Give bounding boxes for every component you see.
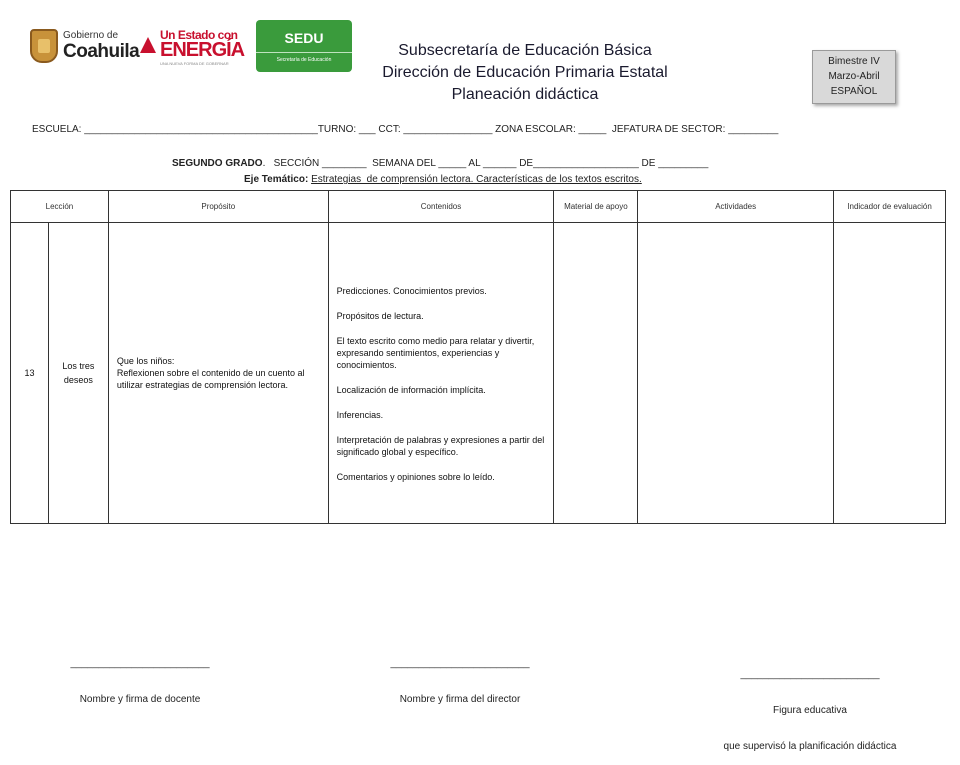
section-week-fields: . SECCIÓN ________ SEMANA DEL _____ AL ______ DE___________________ DE _________ [262,158,709,169]
content-item: Inferencias. [336,409,384,420]
header-indicador: Indicador de evaluación [834,191,946,223]
bimestre-badge [812,50,896,104]
supervisor-signature-label-1: Figura educativa [773,705,847,716]
school-info-line: ESCUELA: __________________________________________TURNO: ___ CCT: ________________ ZONA ESCOLAR: _____ JEFATURA DE SECTOR: _________ [32,124,779,135]
sedu-logo [256,20,352,72]
thematic-axis-value: Estrategias de comprensión lectora. Características de los textos escritos. [311,174,642,185]
grade-section-line [172,158,708,169]
content-item: Predicciones. Conocimientos previos. [336,285,487,296]
activities-cell [638,223,834,524]
sedu-logo-divider [256,52,352,53]
supervisor-signature-line: _________________________ [740,669,880,680]
grade-label: SEGUNDO GRADO [172,158,263,169]
sedu-logo-big-text: SEDU [284,30,324,46]
header-title-line-2: Dirección de Educación Primaria Estatal [382,64,668,81]
header-title-line-3: Planeación didáctica [451,86,599,103]
purpose-text: Reflexionen sobre el contenido de un cuento al utilizar estrategias de comprensión lectora. [116,368,305,390]
content-item: El texto escrito como medio para relatar y divertir, expresando sentimientos, experiencias y conocimientos. [336,335,535,370]
gobierno-logo-big-text: Coahuila [63,41,140,62]
content-item: Comentarios y opiniones sobre lo leído. [336,471,495,482]
director-signature [360,634,560,718]
energia-logo-big-text: ENERGÍA [160,39,245,61]
indicator-cell [834,223,946,524]
content-item: Localización de información implícita. [336,384,486,395]
coat-of-arms-icon [30,29,58,63]
purpose-intro: Que los niños: [116,356,175,366]
header-actividades: Actividades [638,191,834,223]
energia-logo-small-text: Un Estado con [160,28,238,42]
contents-cell [328,223,554,524]
header-contenidos: Contenidos [328,191,554,223]
energia-mark-icon [140,37,156,53]
header-leccion: Lección [11,191,109,223]
lesson-name-line-1: Los tres [62,361,95,371]
content-item: Propósitos de lectura. [336,310,424,321]
planning-table [10,190,946,524]
sedu-logo-small-text: Secretaría de Educación [276,57,332,63]
material-cell [554,223,638,524]
gobierno-coahuila-logo [30,26,140,66]
bimestre-months: Marzo-Abril [828,71,880,82]
gobierno-logo-small-text: Gobierno de [63,30,119,41]
teacher-signature [40,634,240,718]
table-header-row [11,191,946,223]
energia-logo-tagline: UNA NUEVA FORMA DE GOBERNAR [160,61,229,66]
header-title-line-1: Subsecretaría de Educación Básica [398,42,652,59]
content-item: Interpretación de palabras y expresiones a partir del significado global y específico. [336,434,545,457]
director-signature-label: Nombre y firma del director [399,694,521,705]
estado-energia-logo [140,26,245,66]
supervisor-signature [700,645,920,765]
header-material: Material de apoyo [554,191,638,223]
supervisor-signature-label-2: que supervisó la planificación didáctica [723,741,897,752]
bimestre-label: Bimestre IV [828,56,880,67]
teacher-signature-line: _________________________ [70,658,210,669]
table-row [11,223,946,524]
lesson-name-line-2: deseos [63,375,93,385]
bimestre-subject: ESPAÑOL [830,86,878,97]
lesson-name [48,223,108,524]
teacher-signature-label: Nombre y firma de docente [79,694,201,705]
thematic-axis-label: Eje Temático: [244,174,309,185]
purpose-cell [108,223,328,524]
lesson-number: 13 [11,223,49,524]
thematic-axis-line [244,174,642,185]
header-proposito: Propósito [108,191,328,223]
director-signature-line: _________________________ [390,658,530,669]
